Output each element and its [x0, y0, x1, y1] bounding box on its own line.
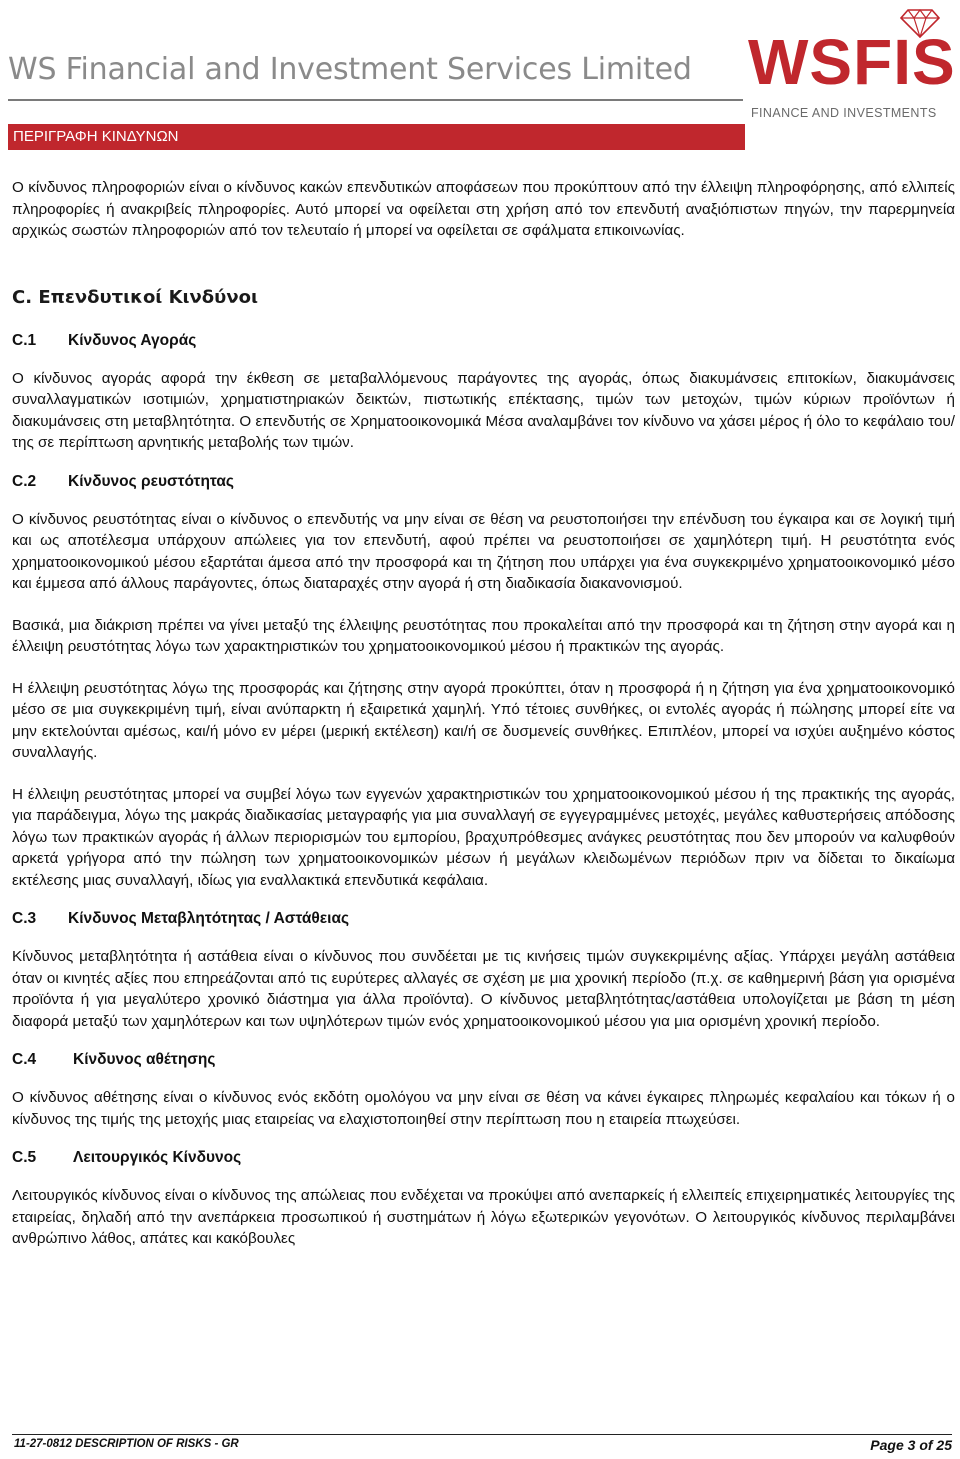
- footer-divider: [12, 1434, 952, 1435]
- paragraph: Λειτουργικός κίνδυνος είναι ο κίνδυνος της απώλειας που ενδέχεται να προκύψει από ανεπαρκείς ή ελλειπείς επιχειρηματικές λειτουργίες της εταιρείας, δηλαδή από την ανεπάρκεια προσωπικού ή συστημάτων ή λόγω εξωτερικών γεγονότων. Ο λειτουργικός κίνδυνος περιλαμβάνει ανθρώπινο λάθος, απάτες και κακόβουλες: [12, 1187, 955, 1247]
- logo-wordmark: WSFIS: [748, 26, 956, 98]
- subsection-number: C.5: [12, 1149, 37, 1166]
- subsection-title: Κίνδυνος Μεταβλητότητας / Αστάθειας: [68, 910, 350, 927]
- subsection-title: Λειτουργικός Κίνδυνος: [73, 1149, 242, 1166]
- subsection-number: C.3: [12, 910, 37, 927]
- subsection-heading: [12, 1147, 955, 1169]
- subsection-heading: [12, 1049, 955, 1071]
- paragraph: Ο κίνδυνος αθέτησης είναι ο κίνδυνος ενός εκδότη ομολόγου να μην είναι σε θέση να κάνει έγκαιρες πληρωμές κεφαλαίου και τόκων ή ο κίνδυνος της τιμής της μετοχής μιας εταιρείας να ελαχιστοποιηθεί στην περίπτωση που η εταιρεία πτωχεύσει.: [12, 1089, 955, 1128]
- paragraph: Η έλλειψη ρευστότητας μπορεί να συμβεί λόγω των εγγενών χαρακτηριστικών του χρηματοοικονομικού μέσου ή της πρακτικής της αγοράς, για παράδειγμα, λόγω της μακράς διαδικασίας μεταγραφής για μια συναλλαγή σε εγγεγραμμένες μετοχές, μεγάλες καθυστερήσεις απόδοσης λόγω των πρακτικών αγοράς ή άλλων περιορισμών του εμπορίου, βραχυπρόθεσμες ανάγκες ρευστότητας που δεν μπορούν να καλυφθούν αρκετά γρήγορα από την πώληση των χρηματοοικονομικών μέσων ή μεγάλων κλειδωμένων περιόδων πριν να δίδεται το δικαίωμα εκτέλεσης μιας συναλλαγή, ιδίως για εναλλακτικά επενδυτικά κεφάλαια.: [12, 785, 955, 889]
- subsection-heading: [12, 908, 955, 930]
- paragraph: Ο κίνδυνος ρευστότητας είναι ο κίνδυνος ο επενδυτής να μην είναι σε θέση να ρευστοποιήσει την επένδυση του έγκαιρα και σε λογική τιμή και ως αποτέλεσμα υπάρχουν απώλειες για τον επενδυτή, αφού πρέπει να ρευστοποιήσει σε χαμηλότερη τιμή. Η ρευστότητα ενός χρηματοοικονομικού μέσου εξαρτάται άμεσα από την προσφορά και τη ζήτηση που υπάρχει για ένα συγκεκριμένο χρηματοοικονομικό μέσο και έμμεσα από άλλους παράγοντες, όπως διαταραχές στην αγορά ή στη διαδικασία διακανονισμού.: [12, 510, 955, 592]
- document-reference: 11-27-0812 DESCRIPTION OF RISKS - GR: [14, 1438, 239, 1450]
- section-banner: ΠΕΡΙΓΡΑΦΗ ΚΙΝΔΥΝΩΝ: [8, 124, 745, 150]
- logo-subtitle: FINANCE AND INVESTMENTS: [751, 106, 937, 120]
- subsection-number: C.4: [12, 1051, 37, 1068]
- paragraph: Κίνδυνος μεταβλητότητα ή αστάθεια είναι ο κίνδυνος που συνδέεται με τις κινήσεις τιμών συγκεκριμένης αξίας. Υπάρχει μεγάλη αστάθεια όταν οι κινητές αξίες που επηρεάζονται από τις ευρύτερες αλλαγές σε σχέση με μια χρονική περίοδο (π.χ. σε καθημερινή βάση για ορισμένα προϊόντα ή για μεγαλύτερο χρονικό διάστημα για άλλα προϊόντα). Ο κίνδυνος μεταβλητότητας/αστάθεια υπολογίζεται με βάση τη μέση διαφορά μεταξύ των χαμηλότερων και των υψηλότερων τιμών ενός χρηματοοικονομικού μέσου για μια ορισμένη χρονική περίοδο.: [12, 948, 955, 1030]
- subsection-heading: [12, 471, 955, 493]
- header-divider: [8, 99, 743, 101]
- subsection-title: Κίνδυνος αθέτησης: [73, 1051, 216, 1068]
- subsection-number: C.1: [12, 331, 37, 349]
- document-body: [12, 177, 955, 1250]
- paragraph: Η έλλειψη ρευστότητας λόγω της προσφοράς και ζήτησης στην αγορά προκύπτει, όταν η προσφορά ή η ζήτηση για ένα χρηματοοικονομικό μέσο σε μια συγκεκριμένη τιμή, είναι ανύπαρκτη ή εξαιρετικά χαμηλή. Υπό τέτοιες συνθήκες, οι εντολές αγοράς ή πώλησης μπορεί είτε να μην εκτελούνται αμέσως, και/ή μόνο εν μέρει (μερική εκτέλεση) και/ή σε δυσμενείς συνθήκες. Επιπλέον, μπορεί να ισχύει αυξημένο κόστος συναλλαγής.: [12, 679, 955, 761]
- subsection-heading: [12, 330, 955, 352]
- intro-paragraph: Ο κίνδυνος πληροφοριών είναι ο κίνδυνος κακών επενδυτικών αποφάσεων που προκύπτουν από την έλλειψη πληροφόρησης, από ελλιπείς πληροφορίες ή ανακριβείς πληροφορίες. Αυτό μπορεί να οφείλεται στη χρήση από τον επενδυτή αναξιόπιστων πηγών, την παρερμηνεία αρχικώς σωστών πληροφοριών από τον τελευταίο ή μπορεί να οφείλεται σε σφάλματα επικοινωνίας.: [12, 179, 955, 239]
- subsection-number: C.2: [12, 472, 37, 490]
- company-logo: [748, 6, 960, 124]
- section-heading: C. Επενδυτικοί Κινδύνοι: [12, 286, 258, 308]
- subsection-title: Κίνδυνος Αγοράς: [68, 331, 197, 349]
- subsection-title: Κίνδυνος ρευστότητας: [68, 472, 234, 490]
- page-number: Page 3 of 25: [870, 1437, 952, 1453]
- page-footer: [12, 1434, 952, 1454]
- company-name: WS Financial and Investment Services Limited: [8, 52, 692, 87]
- paragraph: Βασικά, μια διάκριση πρέπει να γίνει μεταξύ της έλλειψης ρευστότητας που προκαλείται από την προσφορά και τη ζήτηση στην αγορά και η έλλειψη ρευστότητας λόγω των χαρακτηριστικών του χρηματοοικονομικού μέσου ή πρακτικών της αγοράς.: [12, 616, 955, 655]
- paragraph: Ο κίνδυνος αγοράς αφορά την έκθεση σε μεταβαλλόμενους παράγοντες της αγοράς, όπως διακυμάνσεις επιτοκίων, διακυμάνσεις συναλλαγματικών ισοτιμιών, χρηματιστηριακών δεικτών, πιστωτικής επέκτασης, τιμών των μετοχών, τιμών κύριων προϊόντων ή διακυμάνσεις στη μεταβλητότητα. Ο επενδυτής σε Χρηματοοικονομικά Μέσα αναλαμβάνει τον κίνδυνο να χάσει μέρος ή όλο το κεφάλαιο του/της σε περίπτωση αρνητικής μεταβολής των τιμών.: [12, 369, 955, 451]
